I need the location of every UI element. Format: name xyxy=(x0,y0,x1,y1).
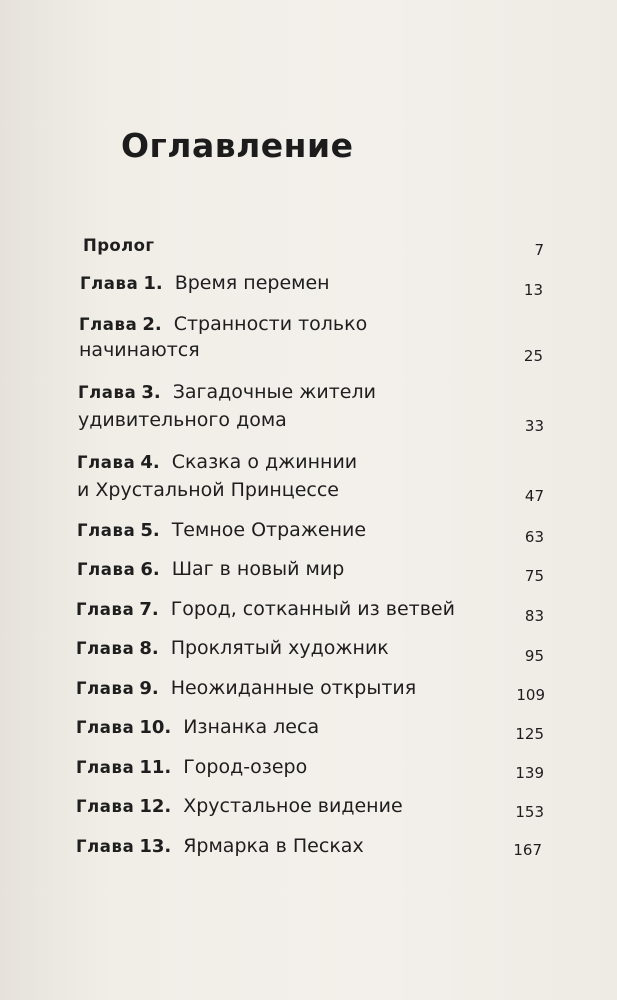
toc-entry-title-line xyxy=(77,557,344,582)
toc-page-number: 83 xyxy=(524,607,544,625)
chapter-title-continuation: и Хрустальной Принцессе xyxy=(77,479,339,501)
chapter-title: Хрустальное видение xyxy=(183,795,403,817)
toc-entry-title-line xyxy=(76,715,319,740)
toc-entry-title-line xyxy=(77,518,366,543)
chapter-number: 4. xyxy=(140,452,160,473)
chapter-label: Глава xyxy=(76,797,135,816)
chapter-number: 2. xyxy=(142,314,162,335)
chapter-label: Глава xyxy=(80,274,139,293)
toc-page-number: 13 xyxy=(523,281,543,299)
chapter-title: Изнанка леса xyxy=(183,716,320,738)
chapter-label: Глава xyxy=(79,315,138,334)
toc-page-number: 7 xyxy=(534,241,544,259)
toc-entry-title-line xyxy=(77,450,357,475)
chapter-number: 3. xyxy=(141,382,161,403)
chapter-label: Глава xyxy=(76,718,135,737)
chapter-number: 5. xyxy=(140,520,160,541)
chapter-label: Глава xyxy=(77,560,136,579)
chapter-title: Время перемен xyxy=(174,272,330,294)
toc-entry-title-line xyxy=(78,380,376,405)
chapter-number: 6. xyxy=(140,559,160,580)
chapter-title: Странности только xyxy=(173,313,368,335)
toc-entry-title-line xyxy=(76,794,403,819)
chapter-label: Глава xyxy=(76,679,135,698)
chapter-title: Сказка о джиннии xyxy=(171,451,358,473)
toc-page-number: 25 xyxy=(523,347,543,365)
chapter-number: 13. xyxy=(139,836,172,857)
chapter-title: Темное Отражение xyxy=(171,519,367,541)
chapter-title-continuation: удивительного дома xyxy=(78,409,287,431)
toc-entry-title-line xyxy=(76,755,307,780)
toc-entry-title-line xyxy=(76,597,455,622)
toc-page-number: 95 xyxy=(524,647,544,665)
page-title: Оглавление xyxy=(121,126,354,165)
toc-page-number: 167 xyxy=(513,841,542,859)
chapter-label: Глава xyxy=(78,383,137,402)
chapter-title: Неожиданные открытия xyxy=(170,677,417,699)
toc-entry-title-line xyxy=(83,233,154,258)
toc-entry-title-line xyxy=(76,676,416,701)
chapter-number: 8. xyxy=(139,638,159,659)
chapter-label: Глава xyxy=(77,521,136,540)
toc-page-number: 63 xyxy=(524,528,544,546)
toc-page-number: 33 xyxy=(524,417,544,435)
chapter-label: Глава xyxy=(76,837,135,856)
chapter-title: Шаг в новый мир xyxy=(171,558,345,580)
prologue-label: Пролог xyxy=(83,236,155,255)
chapter-title-continuation: начинаются xyxy=(79,339,200,361)
chapter-label: Глава xyxy=(76,758,135,777)
chapter-number: 11. xyxy=(139,757,172,778)
chapter-title: Загадочные жители xyxy=(172,381,376,403)
chapter-label: Глава xyxy=(77,453,136,472)
toc-entry-title-line xyxy=(76,636,389,661)
toc-page-number: 153 xyxy=(515,803,544,821)
chapter-number: 7. xyxy=(139,599,159,620)
chapter-title: Ярмарка в Песках xyxy=(183,835,364,857)
toc-page-number: 47 xyxy=(524,487,544,505)
chapter-title: Проклятый художник xyxy=(170,637,389,659)
chapter-title: Город-озеро xyxy=(183,756,308,778)
chapter-label: Глава xyxy=(76,600,135,619)
toc-entry-title-line xyxy=(76,834,364,859)
toc-page-number: 125 xyxy=(515,725,544,743)
toc-page-number: 109 xyxy=(516,686,545,704)
toc-entry-title-line xyxy=(79,312,367,337)
chapter-number: 10. xyxy=(139,717,172,738)
chapter-number: 1. xyxy=(143,273,163,294)
chapter-label: Глава xyxy=(76,639,135,658)
toc-page-number: 75 xyxy=(524,567,544,585)
chapter-number: 12. xyxy=(139,796,172,817)
chapter-number: 9. xyxy=(139,678,159,699)
chapter-title: Город, сотканный из ветвей xyxy=(170,598,455,620)
toc-page-number: 139 xyxy=(515,764,544,782)
toc-entry-title-line xyxy=(80,271,330,296)
